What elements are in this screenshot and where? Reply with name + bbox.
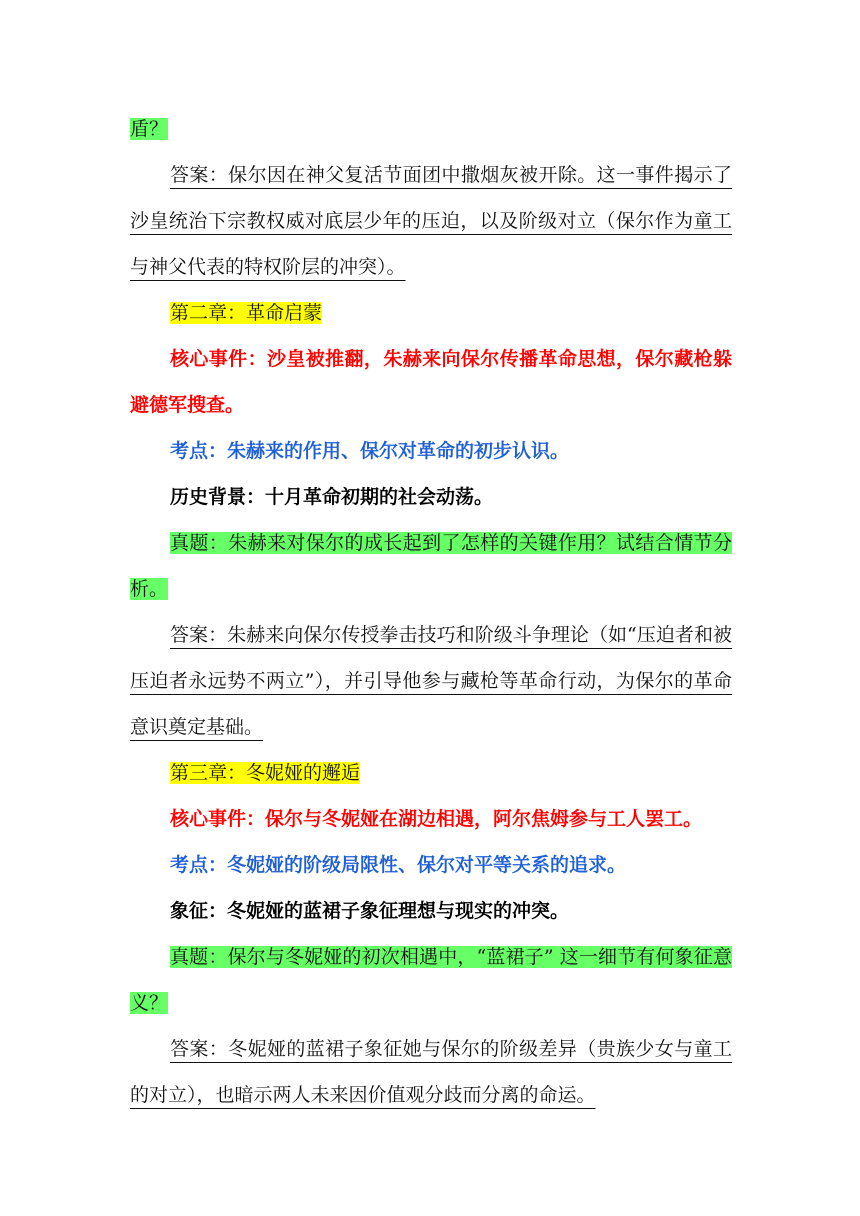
chapter-2-exam-point: 考点：朱赫来的作用、保尔对革命的初步认识。 [170, 440, 570, 462]
chapter-2-answer [130, 612, 732, 750]
chapter-3-question: 真题：保尔与冬妮娅的初次相遇中，“蓝裙子” 这一细节有何象征意义？ [130, 946, 732, 1014]
chapter-3-symbol: 象征：冬妮娅的蓝裙子象征理想与现实的冲突。 [170, 900, 570, 922]
chapter-3-title: 第三章：冬妮娅的邂逅 [170, 762, 361, 784]
chapter-2-answer-text: 答案：朱赫来向保尔传授拳击技巧和阶级斗争理论（如“压迫者和被压迫者永远势不两立”），并引导他参与藏枪等革命行动，为保尔的革命意识奠定基础。 [130, 624, 732, 738]
answer-1-text: 答案：保尔因在神父复活节面团中撒烟灰被开除。这一事件揭示了沙皇统治下宗教权威对底层少年的压迫，以及阶级对立（保尔作为童工与神父代表的特权阶层的冲突）。 [130, 164, 732, 278]
document-page [130, 106, 732, 1118]
chapter-2-background: 历史背景：十月革命初期的社会动荡。 [170, 486, 494, 508]
chapter-2-core-event: 核心事件：沙皇被推翻，朱赫来向保尔传播革命思想，保尔藏枪躲避德军搜查。 [130, 348, 732, 416]
answer-1 [130, 152, 732, 290]
chapter-3-core-event: 核心事件：保尔与冬妮娅在湖边相遇，阿尔焦姆参与工人罢工。 [170, 808, 703, 830]
chapter-2-question: 真题：朱赫来对保尔的成长起到了怎样的关键作用？试结合情节分析。 [130, 532, 732, 600]
question-1-end: 盾？ [130, 118, 169, 140]
chapter-2-title: 第二章：革命启蒙 [170, 302, 323, 324]
chapter-3-exam-point: 考点：冬妮娅的阶级局限性、保尔对平等关系的追求。 [170, 854, 627, 876]
chapter-3-answer [130, 1026, 732, 1118]
chapter-3-answer-text: 答案：冬妮娅的蓝裙子象征她与保尔的阶级差异（贵族少女与童工的对立），也暗示两人未来因价值观分歧而分离的命运。 [130, 1038, 732, 1106]
